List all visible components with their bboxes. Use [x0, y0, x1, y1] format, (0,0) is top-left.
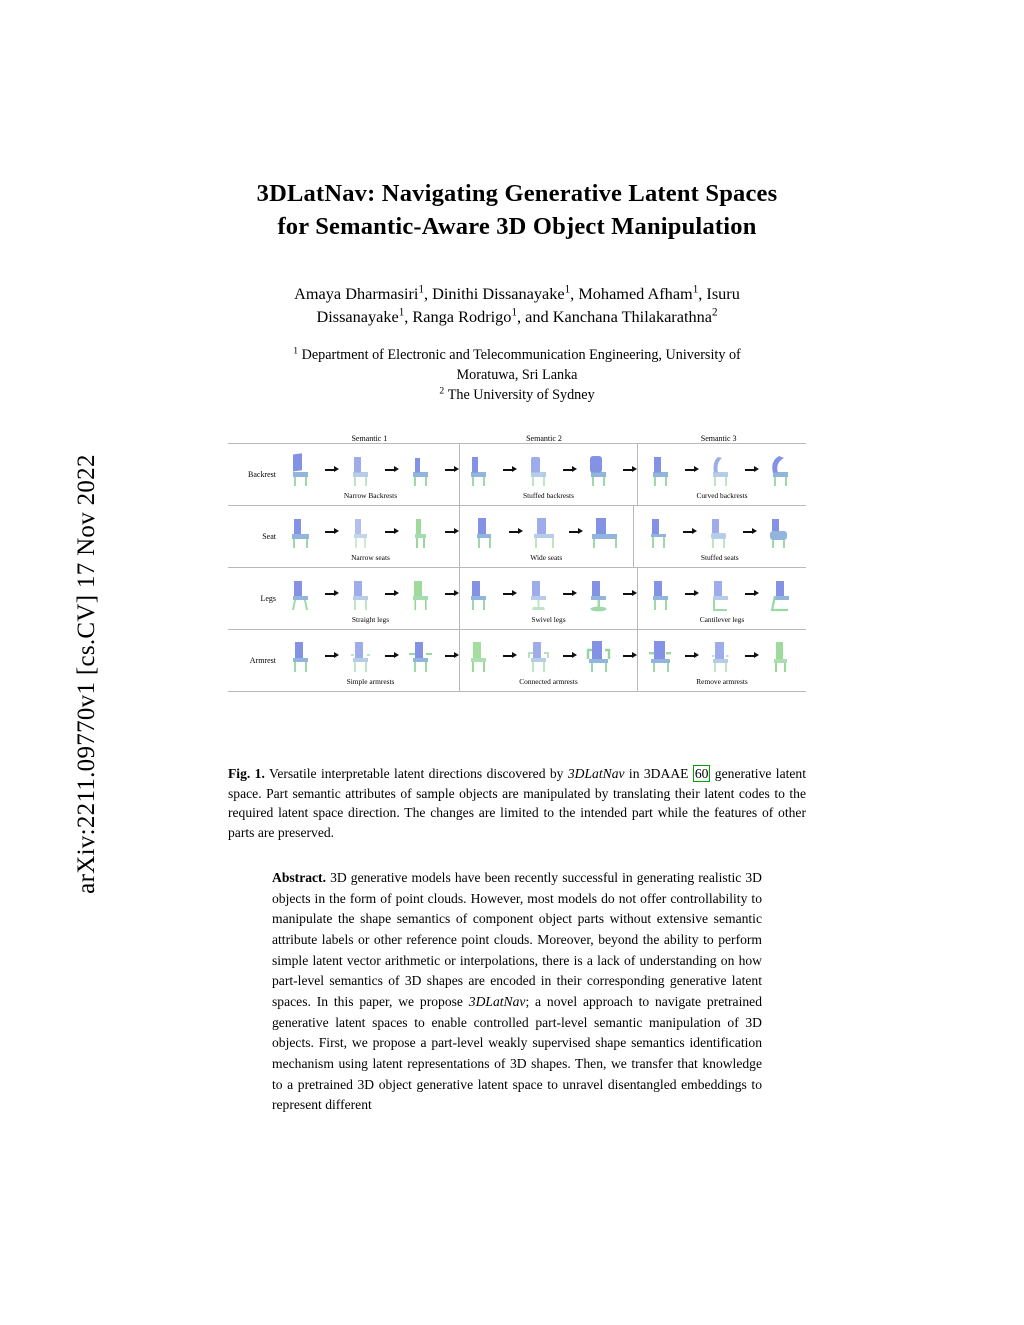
figure-cell-caption: Straight legs	[351, 614, 390, 624]
figure-column-header-3: Semantic 3	[700, 434, 737, 444]
point-cloud-chair-icon	[580, 636, 620, 676]
point-cloud-chair-icon	[402, 636, 442, 676]
author-name-1: Amaya Dharmasiri	[294, 283, 419, 303]
arrow-right-icon	[569, 528, 583, 536]
point-cloud-chair-icon	[762, 574, 802, 614]
figure-caption-text-a: Versatile interpretable latent directions discovered by	[264, 766, 568, 782]
figure-cell	[638, 568, 806, 629]
shape-sequence	[638, 449, 806, 491]
arrow-right-icon	[445, 590, 459, 598]
shape-sequence	[282, 635, 459, 677]
arrow-right-icon	[385, 528, 399, 536]
figure-caption-label: Fig. 1.	[228, 766, 265, 782]
affiliation-marker-2: 2	[439, 385, 445, 397]
figure-caption-text-c: generative latent space. Part semantic attributes of sample objects are manipulated by translating their latent codes to the required latent space direction. The changes are limited to the intended part while the features of other parts are preserved.	[228, 766, 806, 840]
point-cloud-chair-icon	[700, 512, 740, 552]
arrow-right-icon	[685, 466, 699, 474]
title-line-2: for Semantic-Aware 3D Object Manipulation	[277, 212, 757, 240]
point-cloud-chair-icon	[526, 512, 566, 552]
arrow-right-icon	[445, 466, 459, 474]
point-cloud-chair-icon	[760, 512, 800, 552]
arrow-right-icon	[503, 590, 517, 598]
figure-caption	[228, 764, 806, 842]
figure-cell-caption: Wide seats	[530, 552, 563, 562]
point-cloud-chair-icon	[702, 636, 742, 676]
abstract-section	[272, 868, 762, 1116]
arrow-right-icon	[325, 590, 339, 598]
point-cloud-chair-icon	[642, 450, 682, 490]
arrow-right-icon	[385, 590, 399, 598]
arrow-right-icon	[623, 652, 637, 660]
figure-row-label: Legs	[260, 594, 276, 604]
figure-cell-caption: Swivel legs	[531, 614, 566, 624]
point-cloud-chair-icon	[520, 450, 560, 490]
author-line-2	[228, 305, 806, 328]
point-cloud-chair-icon	[282, 636, 322, 676]
point-cloud-chair-icon	[342, 636, 382, 676]
figure-1	[228, 431, 806, 692]
arrow-right-icon	[509, 528, 523, 536]
figure-cell	[282, 444, 460, 505]
figure-cell-caption: Remove armrests	[696, 676, 748, 686]
figure-cell	[460, 506, 634, 567]
arrow-right-icon	[503, 652, 517, 660]
arrow-right-icon	[445, 652, 459, 660]
affiliation-1-text-1: Department of Electronic and Telecommunication Engineering, University of	[301, 346, 741, 363]
figure-row-label: Backrest	[248, 470, 276, 480]
figure-grid	[228, 443, 806, 692]
arrow-right-icon	[563, 590, 577, 598]
author-list	[228, 282, 806, 328]
author-affil-marker-1: 1	[418, 283, 424, 296]
point-cloud-chair-icon	[466, 512, 506, 552]
point-cloud-chair-icon	[640, 512, 680, 552]
affiliation-list	[228, 345, 806, 405]
author-affil-marker-6: 2	[712, 306, 718, 319]
point-cloud-chair-icon	[342, 450, 382, 490]
figure-cell-caption: Stuffed backrests	[523, 490, 574, 500]
arrow-right-icon	[563, 652, 577, 660]
point-cloud-chair-icon	[460, 574, 500, 614]
shape-sequence	[282, 573, 459, 615]
figure-cell-caption: Simple armrests	[346, 676, 395, 686]
figure-caption-method-name: 3DLatNav	[567, 766, 625, 782]
arrow-right-icon	[563, 466, 577, 474]
arrow-right-icon	[685, 652, 699, 660]
point-cloud-chair-icon	[702, 450, 742, 490]
point-cloud-chair-icon	[282, 450, 322, 490]
arrow-right-icon	[325, 466, 339, 474]
arrow-right-icon	[685, 590, 699, 598]
shape-sequence	[460, 449, 637, 491]
shape-sequence	[634, 511, 807, 553]
figure-cell-caption: Narrow seats	[351, 552, 390, 562]
affiliation-marker-1: 1	[293, 345, 299, 357]
figure-row	[228, 630, 806, 691]
shape-sequence	[460, 635, 637, 677]
shape-sequence	[638, 635, 806, 677]
figure-caption-text-b: in 3DAAE	[624, 766, 693, 782]
author-name-4: , Isuru	[698, 283, 740, 303]
figure-cell	[638, 444, 806, 505]
affiliation-1-line-2: Moratuwa, Sri Lanka	[456, 367, 578, 384]
abstract-method-name: 3DLatNav	[468, 994, 526, 1010]
point-cloud-chair-icon	[580, 574, 620, 614]
author-affil-marker-4: 1	[398, 306, 405, 319]
shape-sequence	[638, 573, 806, 615]
figure-row	[228, 444, 806, 506]
author-name-3: , Mohamed Afham	[570, 283, 693, 303]
paper-page	[228, 0, 806, 1325]
author-name-5: Dissanayake	[316, 306, 399, 326]
point-cloud-chair-icon	[642, 574, 682, 614]
figure-column-header-2: Semantic 2	[526, 434, 562, 444]
point-cloud-chair-icon	[580, 450, 620, 490]
figure-cell-caption: Curved backrests	[696, 490, 748, 500]
figure-row-label: Seat	[262, 532, 276, 542]
figure-cell	[282, 630, 460, 691]
arrow-right-icon	[325, 652, 339, 660]
shape-sequence	[460, 573, 637, 615]
point-cloud-chair-icon	[402, 450, 442, 490]
figure-cell-caption: Cantilever legs	[699, 614, 745, 624]
shape-sequence	[282, 511, 459, 553]
arrow-right-icon	[325, 528, 339, 536]
abstract-text-b: ; a novel approach to navigate pretrained generative latent spaces to enable controlled part-level semantic manipulation of 3D objects. First, we propose a part-level weakly supervised shape semantics identification mechanism using latent representations of 3D shapes. Then, we transfer that knowledge to a pretrained 3D object generative latent space to unravel disentangled embeddings to represent different	[272, 994, 762, 1113]
point-cloud-chair-icon	[402, 574, 442, 614]
point-cloud-chair-icon	[762, 450, 802, 490]
figure-cell	[460, 630, 638, 691]
abstract-heading: Abstract.	[272, 870, 326, 886]
figure-cell-caption: Stuffed seats	[700, 552, 739, 562]
citation-link[interactable]: 60	[694, 766, 709, 782]
arrow-right-icon	[683, 528, 697, 536]
arrow-right-icon	[623, 590, 637, 598]
figure-cell	[282, 506, 460, 567]
figure-row	[228, 568, 806, 630]
author-affil-marker-2: 1	[564, 283, 571, 296]
figure-cell	[638, 630, 806, 691]
arrow-right-icon	[445, 528, 459, 536]
figure-cell	[460, 568, 638, 629]
arrow-right-icon	[745, 590, 759, 598]
figure-cell	[282, 568, 460, 629]
point-cloud-chair-icon	[702, 574, 742, 614]
arrow-right-icon	[503, 466, 517, 474]
affiliation-2-text-1: The University of Sydney	[447, 387, 595, 404]
point-cloud-chair-icon	[342, 574, 382, 614]
author-name-6: , Ranga Rodrigo	[404, 306, 512, 326]
point-cloud-chair-icon	[586, 512, 626, 552]
point-cloud-chair-icon	[520, 636, 560, 676]
shape-sequence	[282, 449, 459, 491]
page-title	[228, 178, 806, 244]
author-affil-marker-3: 1	[692, 283, 699, 296]
point-cloud-chair-icon	[460, 450, 500, 490]
arrow-right-icon	[745, 466, 759, 474]
shape-sequence	[460, 511, 633, 553]
author-name-2: , Dinithi Dissanayake	[424, 283, 565, 303]
figure-cell-caption: Connected armrests	[519, 676, 578, 686]
point-cloud-chair-icon	[520, 574, 560, 614]
figure-cell	[460, 444, 638, 505]
abstract-text-a: 3D generative models have been recently successful in generating realistic 3D objects in the form of point clouds. However, most models do not offer controllability to manipulate the shape semantics of component object parts without extensive semantic attribute labels or other reference point clouds. Moreover, beyond the ability to perform simple latent vector arithmetic or interpolations, there is a lack of understanding on how part-level semantics of 3D shapes are encoded in their corresponding generative latent spaces. In this paper, we propose	[272, 870, 762, 1010]
author-name-7: , and Kanchana Thilakarathna	[517, 306, 712, 326]
author-affil-marker-5: 1	[511, 306, 517, 319]
point-cloud-chair-icon	[402, 512, 442, 552]
arrow-right-icon	[385, 652, 399, 660]
figure-cell	[634, 506, 807, 567]
arrow-right-icon	[623, 466, 637, 474]
point-cloud-chair-icon	[762, 636, 802, 676]
affiliation-2-line-1	[228, 385, 806, 405]
arxiv-identifier-stamp: arXiv:2211.09770v1 [cs.CV] 17 Nov 2022	[73, 454, 100, 894]
point-cloud-chair-icon	[282, 512, 322, 552]
point-cloud-chair-icon	[642, 636, 682, 676]
figure-row	[228, 506, 806, 568]
figure-row-label: Armrest	[249, 656, 276, 666]
affiliation-1-line-1	[228, 345, 806, 365]
figure-column-headers	[228, 431, 806, 443]
point-cloud-chair-icon	[460, 636, 500, 676]
figure-column-header-1: Semantic 1	[351, 434, 388, 444]
title-line-1: 3DLatNav: Navigating Generative Latent Spaces	[256, 180, 778, 207]
point-cloud-chair-icon	[282, 574, 322, 614]
arrow-right-icon	[743, 528, 757, 536]
figure-cell-caption: Narrow Backrests	[343, 490, 398, 500]
arrow-right-icon	[745, 652, 759, 660]
point-cloud-chair-icon	[342, 512, 382, 552]
arrow-right-icon	[385, 466, 399, 474]
author-line-1	[228, 282, 806, 305]
